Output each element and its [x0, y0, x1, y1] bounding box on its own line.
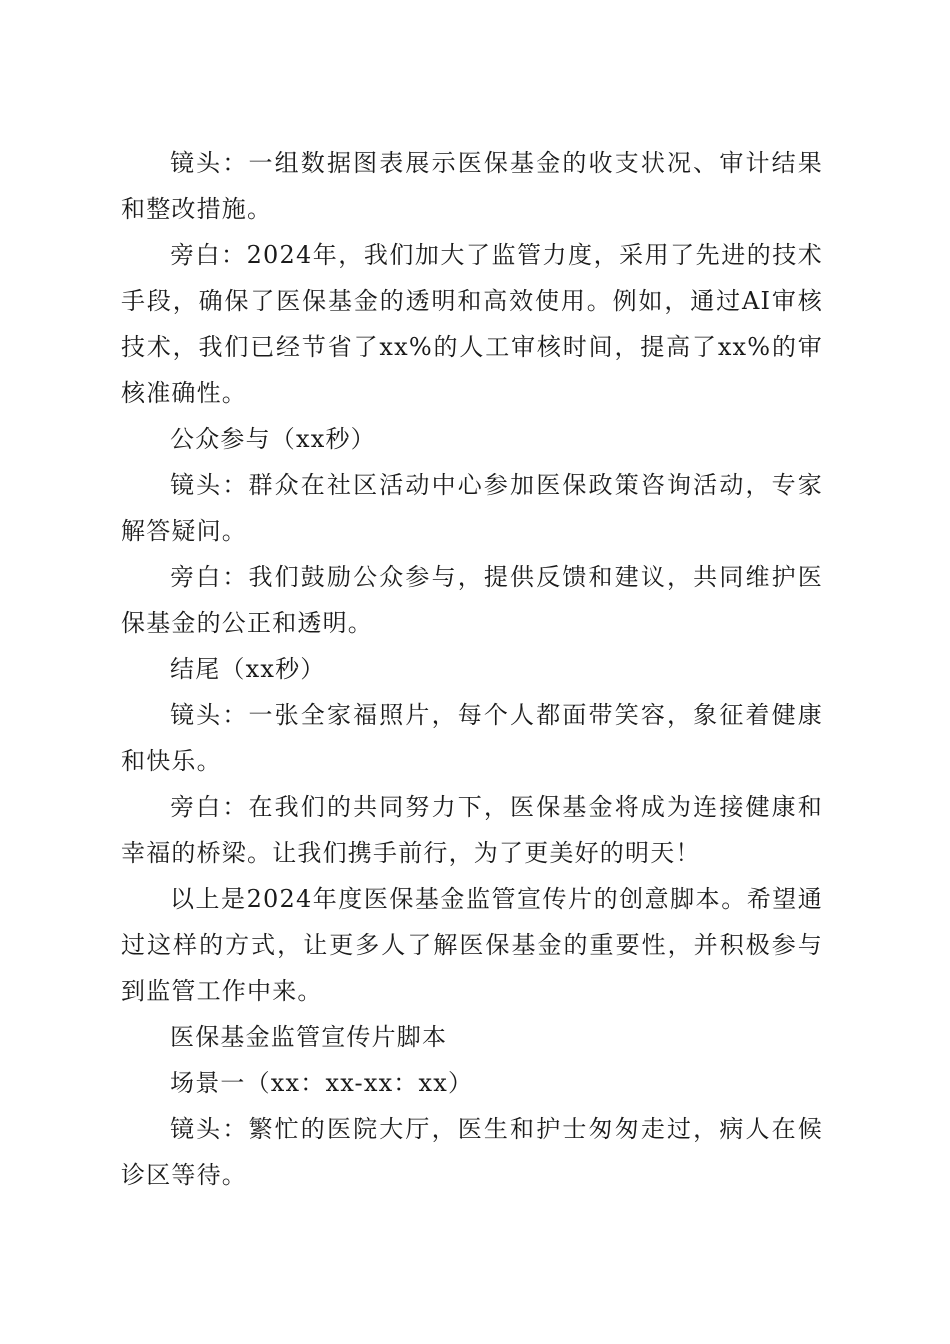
document-body	[121, 140, 823, 1198]
script-title: 医保基金监管宣传片脚本	[170, 1023, 448, 1051]
paragraph-camera-family-photo: 镜头：一张全家福照片，每个人都面带笑容，象征着健康和快乐。	[121, 701, 823, 775]
paragraph-narration-bridge: 旁白：在我们的共同努力下，医保基金将成为连接健康和幸福的桥梁。让我们携手前行，为了更美好的明天！	[121, 793, 823, 867]
paragraph-narration-public: 旁白：我们鼓励公众参与，提供反馈和建议，共同维护医保基金的公正和透明。	[121, 563, 823, 637]
paragraph-camera-data-charts: 镜头：一组数据图表展示医保基金的收支状况、审计结果和整改措施。	[121, 149, 823, 223]
section-heading-ending: 结尾（xx秒）	[170, 655, 326, 683]
paragraph-camera-community: 镜头：群众在社区活动中心参加医保政策咨询活动，专家解答疑问。	[121, 471, 823, 545]
paragraph-narration-supervision: 旁白：2024年，我们加大了监管力度，采用了先进的技术手段，确保了医保基金的透明和高效使用。例如，通过AI审核技术，我们已经节省了xx%的人工审核时间，提高了xx%的审核准确性。	[121, 241, 823, 407]
scene-one-heading: 场景一（xx：xx-xx：xx）	[170, 1069, 474, 1097]
section-heading-public-participation: 公众参与（xx秒）	[170, 425, 376, 453]
paragraph-summary: 以上是2024年度医保基金监管宣传片的创意脚本。希望通过这样的方式，让更多人了解医保基金的重要性，并积极参与到监管工作中来。	[121, 885, 823, 1005]
paragraph-camera-hospital-lobby: 镜头：繁忙的医院大厅，医生和护士匆匆走过，病人在候诊区等待。	[121, 1115, 823, 1189]
